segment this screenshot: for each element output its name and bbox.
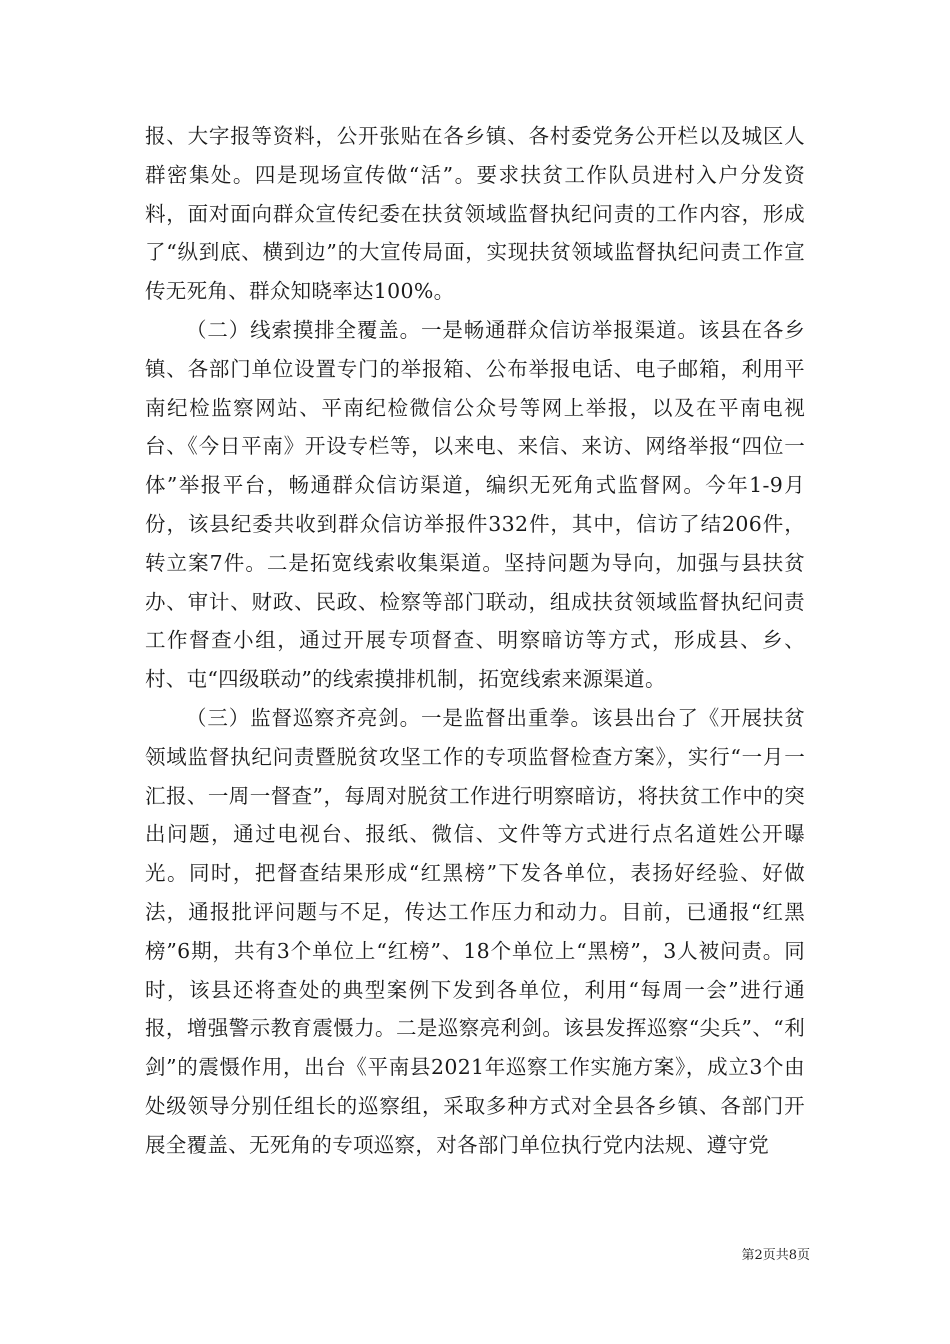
paragraph-supervision-inspection: （三）监督巡察齐亮剑。一是监督出重拳。该县出台了《开展扶贫领域监督执纪问责暨脱贫攻坚工作的专项监督检查方案》，实行“一月一汇报、一周一督查”，每周对脱贫工作进行明察暗访，将扶贫工作中的突出问题，通过电视台、报纸、微信、文件等方式进行点名道姓公开曝光。同时，把督查结果形成“红黑榜”下发各单位，表扬好经验、好做法，通报批评问题与不足，传达工作压力和动力。目前，已通报“红黑榜”6期，共有3个单位上“红榜”、18个单位上“黑榜”，3人被问责。同时，该县还将查处的典型案例下发到各单位，利用“每周一会”进行通报，增强警示教育震慑力。二是巡察亮利剑。该县发挥巡察“尖兵”、“利剑”的震慑作用，出台《平南县2021年巡察工作实施方案》，成立3个由处级领导分别任组长的巡察组，采取多种方式对全县各乡镇、各部门开展全覆盖、无死角的专项巡察，对各部门单位执行党内法规、遵守党	[145, 705, 805, 1157]
document-body	[145, 117, 805, 1165]
paragraph-clue-investigation: （二）线索摸排全覆盖。一是畅通群众信访举报渠道。该县在各乡镇、各部门单位设置专门的举报箱、公布举报电话、电子邮箱，利用平南纪检监察网站、平南纪检微信公众号等网上举报，以及在平南电视台、《今日平南》开设专栏等，以来电、来信、来访、网络举报“四位一体”举报平台，畅通群众信访渠道，编织无死角式监督网。今年1-9月份，该县纪委共收到群众信访举报件332件，其中，信访了结206件，转立案7件。二是拓宽线索收集渠道。坚持问题为导向，加强与县扶贫办、审计、财政、民政、检察等部门联动，组成扶贫领域监督执纪问责工作督查小组，通过开展专项督查、明察暗访等方式，形成县、乡、村、屯“四级联动”的线索摸排机制，拓宽线索来源渠道。	[145, 317, 805, 692]
paragraph-continuation: 报、大字报等资料，公开张贴在各乡镇、各村委党务公开栏以及城区人群密集处。四是现场宣传做“活”。要求扶贫工作队员进村入户分发资料，面对面向群众宣传纪委在扶贫领域监督执纪问责的工作内容，形成了“纵到底、横到边”的大宣传局面，实现扶贫领域监督执纪问责工作宣传无死角、群众知晓率达100%。	[145, 124, 805, 304]
page-number: 第2页共8页	[741, 1248, 810, 1263]
